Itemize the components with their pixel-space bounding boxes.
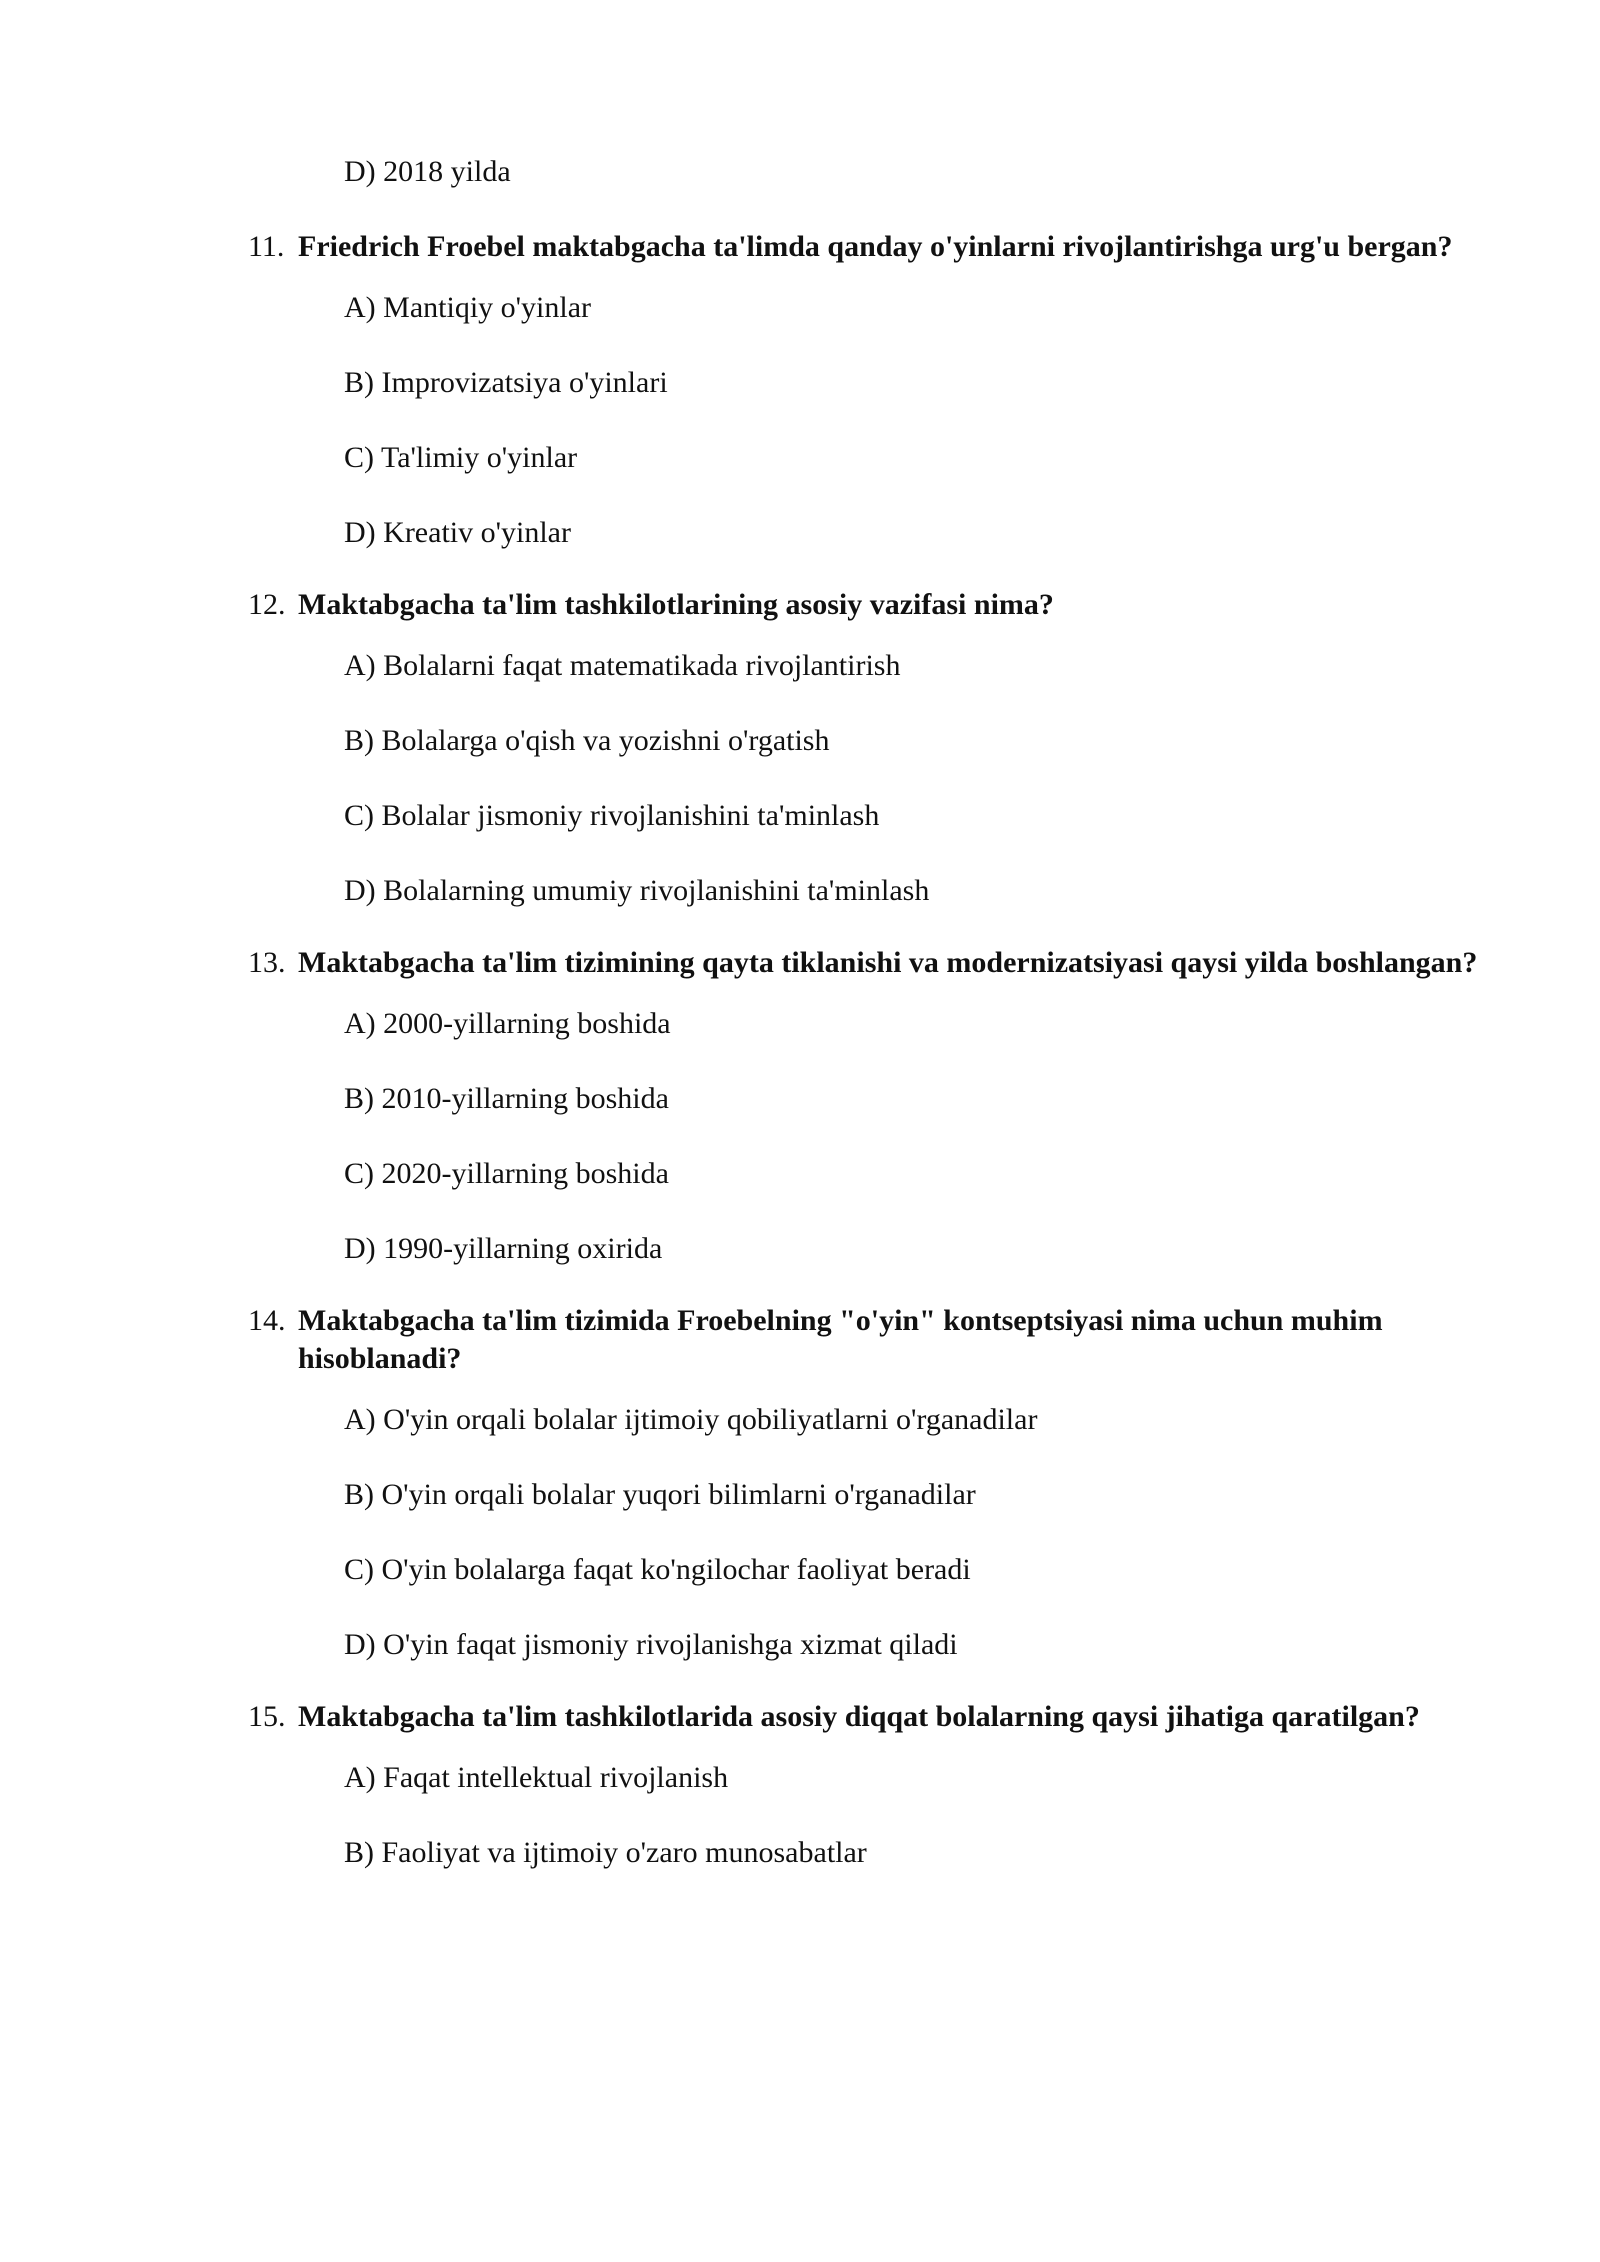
option-list <box>248 286 1478 555</box>
answer-option: B) Bolalarga o'qish va yozishni o'rgatish <box>344 724 830 757</box>
answer-option: A) Faqat intellektual rivojlanish <box>344 1761 729 1794</box>
question-text: Maktabgacha ta'lim tashkilotlarida asosiy diqqat bolalarning qaysi jihatiga qaratilgan? <box>298 1700 1420 1733</box>
answer-option: D) 2018 yilda <box>344 155 511 188</box>
question-number: 12. <box>248 588 286 621</box>
answer-option: B) 2010-yillarning boshida <box>344 1082 669 1115</box>
answer-option: C) O'yin bolalarga faqat ko'ngilochar faoliyat beradi <box>344 1553 971 1586</box>
question-item <box>248 1698 1478 1875</box>
answer-option: B) O'yin orqali bolalar yuqori bilimlarni o'rganadilar <box>344 1478 976 1511</box>
answer-option: A) O'yin orqali bolalar ijtimoiy qobiliyatlarni o'rganadilar <box>344 1403 1038 1436</box>
answer-option: D) O'yin faqat jismoniy rivojlanishga xizmat qiladi <box>344 1628 958 1661</box>
question-item <box>248 944 1478 1271</box>
question-header <box>248 228 1478 266</box>
question-text: Maktabgacha ta'lim tashkilotlarining asosiy vazifasi nima? <box>298 588 1054 621</box>
question-number: 13. <box>248 946 286 979</box>
question-text: Friedrich Froebel maktabgacha ta'limda qanday o'yinlarni rivojlantirishga urg'u bergan? <box>298 230 1453 263</box>
question-item <box>248 1302 1478 1667</box>
option-list <box>248 1398 1478 1667</box>
answer-option: C) 2020-yillarning boshida <box>344 1157 669 1190</box>
question-text: Maktabgacha ta'lim tizimining qayta tiklanishi va modernizatsiyasi qaysi yilda boshlangan? <box>298 946 1478 979</box>
answer-option: B) Improvizatsiya o'yinlari <box>344 366 668 399</box>
question-text: Maktabgacha ta'lim tizimida Froebelning "o'yin" kontseptsiyasi nima uchun muhim hisoblanadi? <box>298 1304 1383 1375</box>
question-number: 11. <box>248 230 285 263</box>
answer-option: A) Mantiqiy o'yinlar <box>344 291 592 324</box>
option-list <box>248 1756 1478 1875</box>
answer-option: C) Ta'limiy o'yinlar <box>344 441 578 474</box>
answer-option: D) Kreativ o'yinlar <box>344 516 571 549</box>
question-header <box>248 944 1478 982</box>
question-list <box>248 228 1478 1906</box>
question-number: 15. <box>248 1700 286 1733</box>
answer-option: D) 1990-yillarning oxirida <box>344 1232 663 1265</box>
option-list <box>248 1002 1478 1271</box>
question-header <box>248 1302 1478 1378</box>
answer-option: B) Faoliyat va ijtimoiy o'zaro munosabatlar <box>344 1836 867 1869</box>
answer-option: C) Bolalar jismoniy rivojlanishini ta'minlash <box>344 799 880 832</box>
option-list <box>248 644 1478 913</box>
answer-option: D) Bolalarning umumiy rivojlanishini ta'minlash <box>344 874 930 907</box>
answer-option: A) 2000-yillarning boshida <box>344 1007 671 1040</box>
question-header <box>248 1698 1478 1736</box>
answer-option: A) Bolalarni faqat matematikada rivojlantirish <box>344 649 901 682</box>
question-item <box>248 586 1478 913</box>
question-item <box>248 228 1478 555</box>
question-header <box>248 586 1478 624</box>
question-number: 14. <box>248 1304 286 1337</box>
